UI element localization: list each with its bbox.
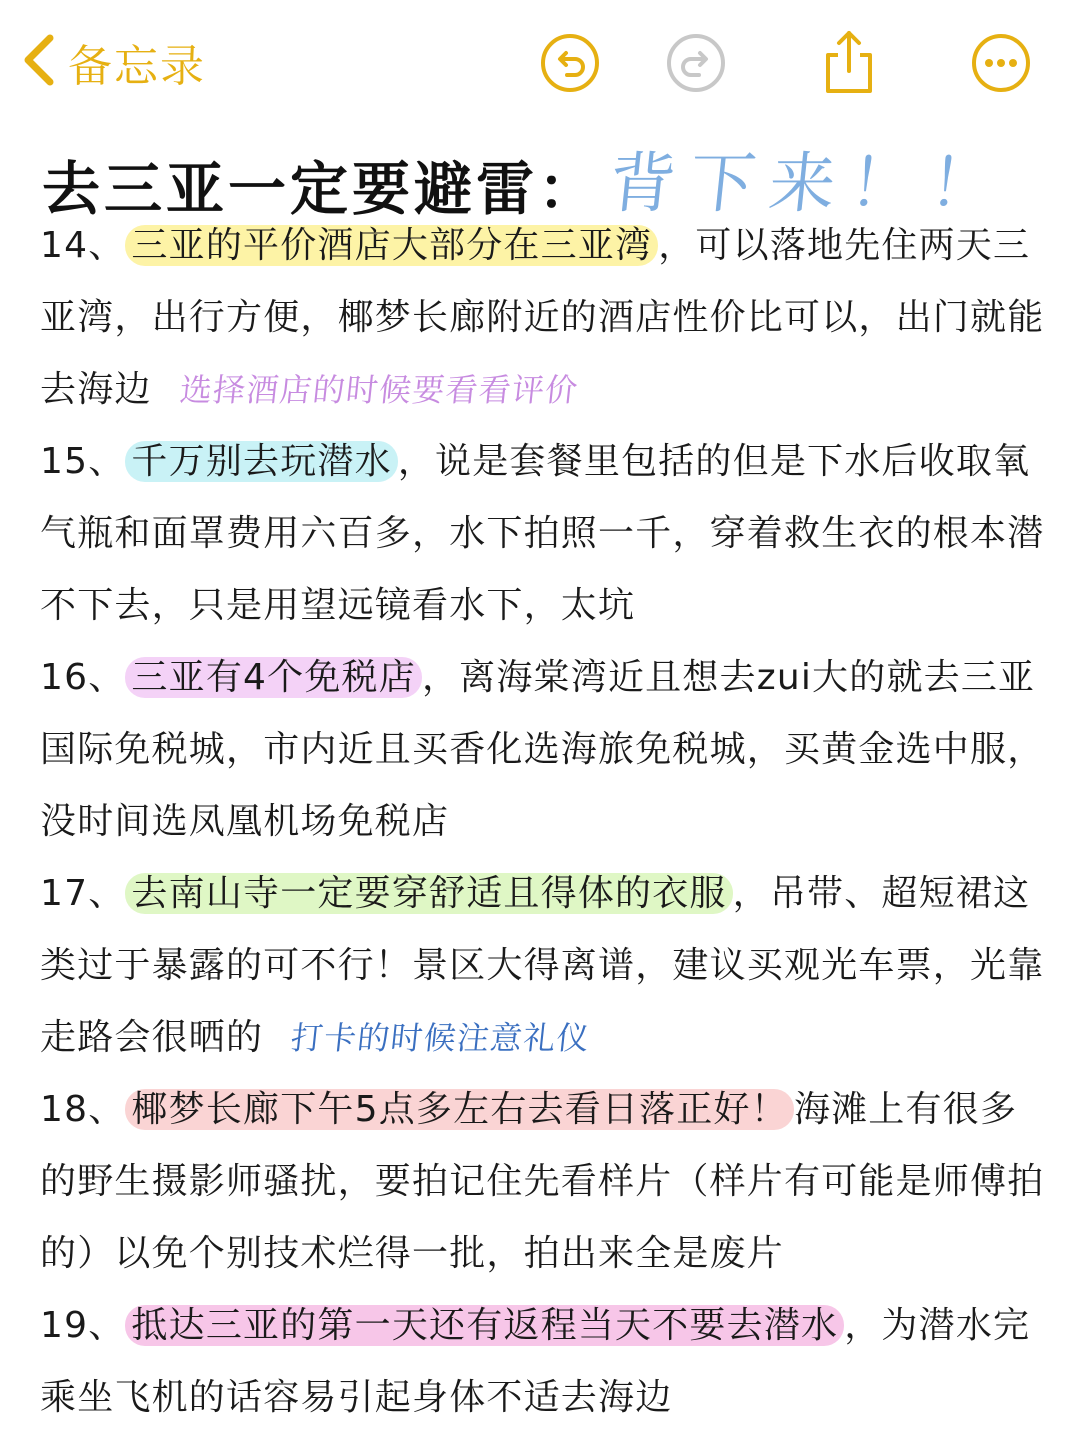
- item-number: 15、: [40, 441, 126, 482]
- body-text: 海滩上有很多的野生摄影师骚扰，要拍记住先看样片（样片有可能是师傅拍的）以免个别技术烂得一批，拍出来全是废片: [40, 1089, 1045, 1274]
- more-icon: [970, 32, 1032, 94]
- item-number: 16、: [40, 657, 126, 698]
- undo-button[interactable]: [539, 32, 601, 94]
- item-number: 14、: [40, 225, 126, 266]
- body-text: ，说是套餐里包括的但是下水后收取氧气瓶和面罩费用六百多，水下拍照一千，穿着救生衣的根本潜不下去，只是用望远镜看水下，太坑: [40, 441, 1045, 626]
- highlighted-text: 千万别去玩潜水: [125, 441, 397, 482]
- item-number: 18、: [40, 1089, 126, 1130]
- body-text: ，吊带、超短裙这类过于暴露的可不行！景区大得离谱，建议买观光车票，光靠走路会很晒的: [40, 873, 1045, 1058]
- back-button[interactable]: [20, 30, 206, 94]
- handwritten-annotation: 打卡的时候注意礼仪: [289, 1019, 593, 1057]
- chevron-left-icon: [20, 30, 60, 94]
- redo-button[interactable]: [665, 32, 727, 94]
- share-icon: [818, 29, 880, 97]
- undo-icon: [539, 32, 601, 94]
- note-paragraph: [40, 642, 1050, 858]
- highlighted-text: 椰梦长廊下午5点多左右去看日落正好！: [125, 1089, 794, 1130]
- note-paragraph: [40, 858, 1050, 1074]
- item-number: 19、: [40, 1305, 126, 1346]
- note-title: 去三亚一定要避雷：: [42, 155, 601, 223]
- note-paragraph: [40, 1290, 1050, 1434]
- body-text: ，可以落地先住两天三亚湾，出行方便，椰梦长廊附近的酒店性价比可以，出门就能去海边: [40, 225, 1045, 410]
- redo-icon: [665, 32, 727, 94]
- note-body[interactable]: [40, 210, 1050, 1434]
- highlighted-text: 三亚有4个免税店: [125, 657, 422, 698]
- note-paragraph: [40, 426, 1050, 642]
- highlighted-text: 抵达三亚的第一天还有返程当天不要去潜水: [125, 1305, 844, 1346]
- more-button[interactable]: [970, 32, 1032, 94]
- body-text: ，离海棠湾近且想去zui大的就去三亚国际免税城，市内近且买香化选海旅免税城，买黄金选中服，没时间选凤凰机场免税店: [40, 657, 1045, 842]
- body-text: ，为潜水完乘坐飞机的话容易引起身体不适去海边: [40, 1305, 1031, 1418]
- handwritten-annotation: 选择酒店的时候要看看评价: [177, 371, 581, 409]
- title-annotation: 背下来！！: [605, 145, 1014, 222]
- back-label: 备忘录: [68, 41, 206, 92]
- note-paragraph: [40, 210, 1050, 426]
- share-button[interactable]: [818, 32, 880, 94]
- highlighted-text: 去南山寺一定要穿舒适且得体的衣服: [125, 873, 732, 914]
- note-paragraph: [40, 1074, 1050, 1290]
- toolbar: [0, 0, 1080, 120]
- item-number: 17、: [40, 873, 126, 914]
- highlighted-text: 三亚的平价酒店大部分在三亚湾: [125, 225, 658, 266]
